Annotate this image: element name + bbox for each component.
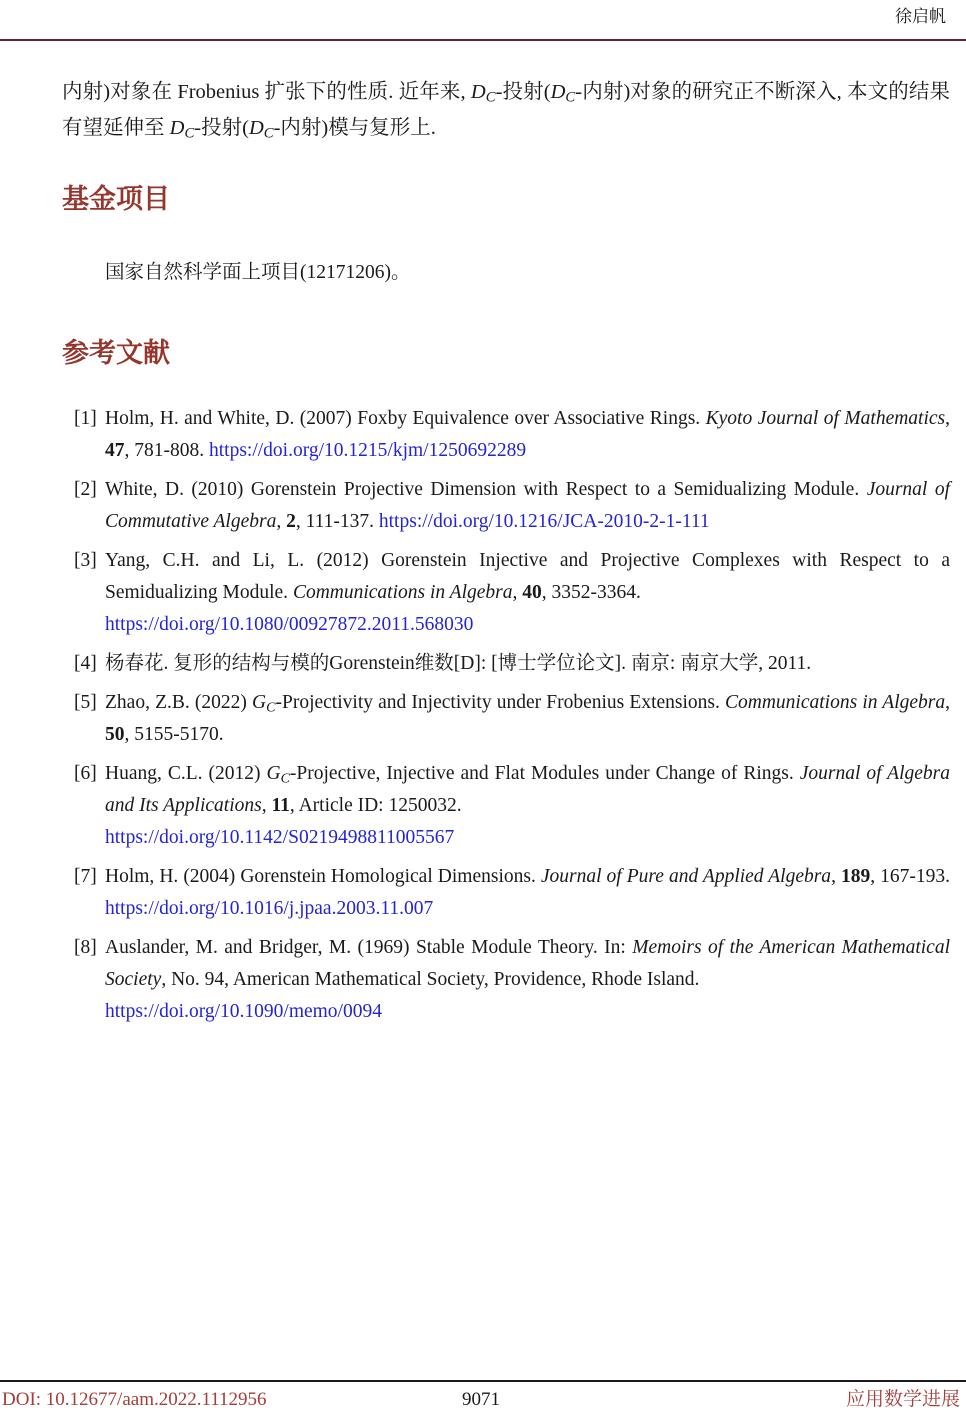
reference-text: Holm, H. and White, D. (2007) Foxby Equivalence over Associative Rings. Kyoto Journal of Mathematics, 47, 781-808. https://doi.org/10.1215/kjm/1250692289 (105, 408, 951, 461)
reference-text: Holm, H. (2004) Gorenstein Homological Dimensions. Journal of Pure and Applied Algebra, 189, 167-193. https://doi.org/10.1016/j.jpaa.2003.11.007 (105, 866, 951, 919)
funding-text: 国家自然科学面上项目(12171206)。 (105, 262, 411, 283)
reference-item (62, 932, 950, 1028)
reference-label: [5] (74, 692, 97, 713)
reference-label: [1] (74, 408, 97, 429)
running-head-author: 徐启帆 (895, 7, 946, 26)
doi-link[interactable]: https://doi.org/10.1216/JCA-2010-2-1-111 (378, 511, 710, 532)
footer-doi: DOI: 10.12677/aam.2022.1112956 (2, 1389, 267, 1410)
reference-item (62, 403, 950, 467)
reference-label: [3] (74, 550, 97, 571)
reference-item (62, 687, 950, 751)
references-list (62, 403, 950, 1028)
reference-text: White, D. (2010) Gorenstein Projective Dimension with Respect to a Semidualizing Module. Journal of Commutative Algebra, 2, 111-137. https://doi.org/10.1216/JCA-2010-2-1-111 (105, 479, 950, 532)
doi-link[interactable]: https://doi.org/10.1090/memo/0094 (105, 1001, 382, 1022)
doi-link[interactable]: https://doi.org/10.1016/j.jpaa.2003.11.007 (105, 898, 434, 919)
header-rule (0, 39, 966, 41)
intro-paragraph: 内射)对象在 Frobenius 扩张下的性质. 近年来, $D_C-$投射($D_C-$内射)对象的研究正不断深入, 本文的结果有望延伸至 $D_C-$投射($D_C-$内射)模与复形上. (62, 81, 951, 142)
footer-page-number: 9071 (462, 1389, 500, 1410)
reference-text: Huang, C.L. (2012) $G_C$-Projective, Injective and Flat Modules under Change of Rings. Journal of Algebra and Its Applications, 11, Article ID: 1250032. https://doi.org/10.1142/S0219498811005567 (105, 763, 950, 848)
reference-text: Zhao, Z.B. (2022) $G_C$-Projectivity and Injectivity under Frobenius Extensions. Communications in Algebra, 50, 5155-5170. (105, 692, 950, 745)
reference-item (62, 474, 950, 538)
page-header (0, 2, 946, 27)
reference-text: Auslander, M. and Bridger, M. (1969) Stable Module Theory. In: Memoirs of the American Mathematical Society, No. 94, American Mathematical Society, Providence, Rhode Island. https://doi.org/10.1090/memo/0094 (105, 937, 950, 1022)
reference-item (62, 861, 950, 925)
reference-item (62, 648, 950, 680)
reference-label: [7] (74, 866, 97, 887)
reference-text: Yang, C.H. and Li, L. (2012) Gorenstein Injective and Projective Complexes with Respect to a Semidualizing Module. Communications in Algebra, 40, 3352-3364. https://doi.org/10.1080/00927872.2011.568030 (105, 550, 950, 635)
reference-label: [8] (74, 937, 97, 958)
doi-link[interactable]: https://doi.org/10.1215/kjm/1250692289 (209, 440, 527, 461)
reference-item (62, 545, 950, 641)
funding-section-heading: 基金项目 (62, 184, 170, 214)
doi-link[interactable]: https://doi.org/10.1142/S0219498811005567 (105, 827, 455, 848)
footer-journal-name: 应用数学进展 (845, 1389, 960, 1410)
footer-rule (0, 1380, 966, 1382)
reference-text: 杨春花. 复形的结构与模的Gorenstein维数[D]: [博士学位论文]. 南京: 南京大学, 2011. (105, 653, 812, 674)
doi-link[interactable]: https://doi.org/10.1080/00927872.2011.568030 (105, 614, 474, 635)
reference-label: [2] (74, 479, 97, 500)
references-section-heading: 参考文献 (62, 338, 170, 368)
page-content (62, 74, 950, 1035)
reference-label: [6] (74, 763, 97, 784)
reference-label: [4] (74, 653, 97, 674)
page-footer (2, 1388, 960, 1412)
reference-item (62, 758, 950, 854)
